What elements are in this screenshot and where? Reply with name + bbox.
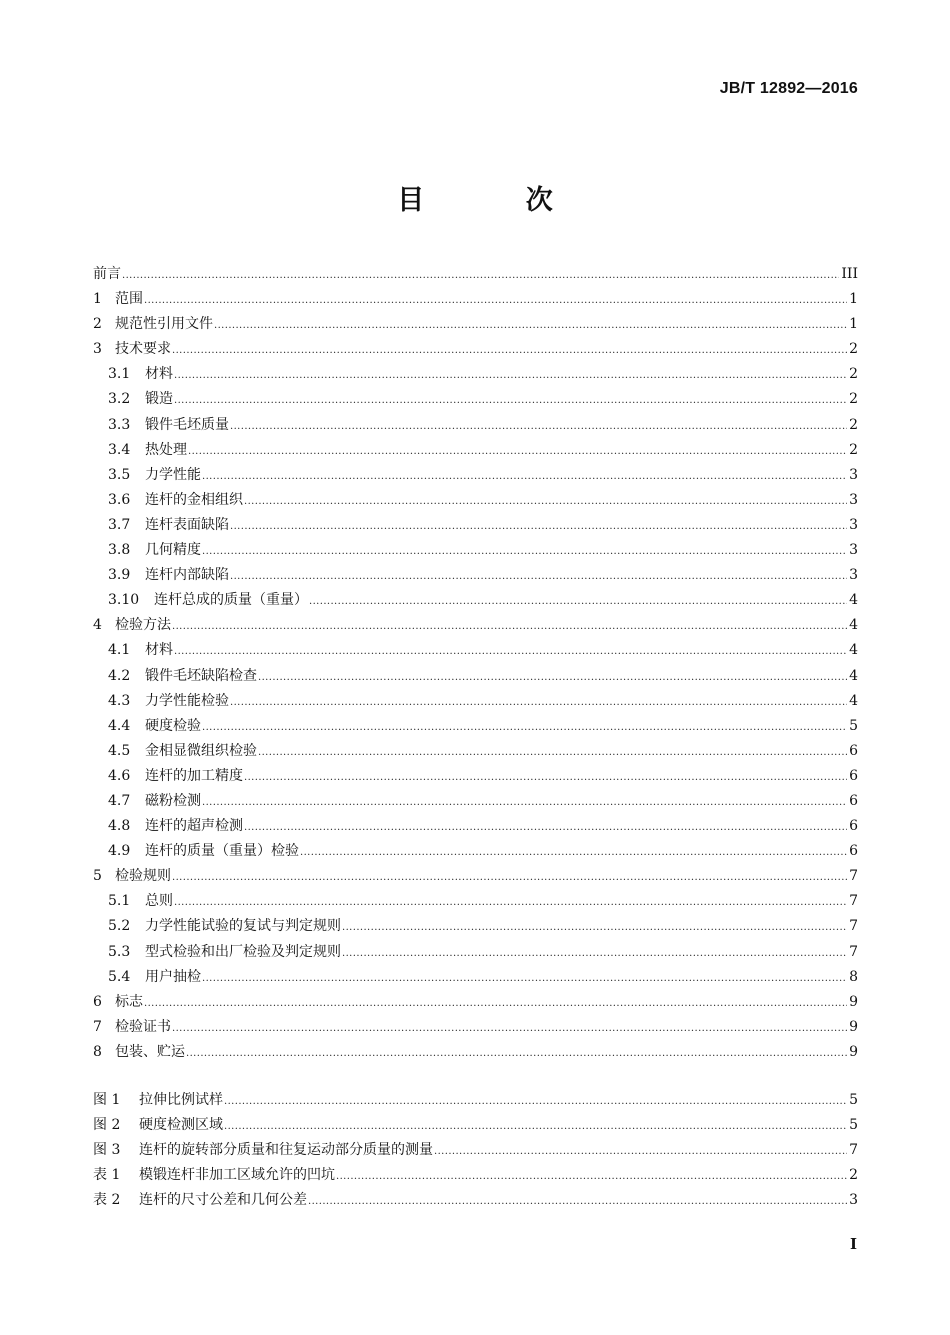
toc-entry-number: 5.1	[108, 893, 131, 910]
toc-entry-title: 连杆总成的质量（重量）	[154, 592, 308, 609]
table-of-contents	[93, 262, 858, 1065]
toc-entry[interactable]	[93, 1040, 858, 1065]
toc-entry[interactable]	[93, 1138, 858, 1163]
toc-entry-number: 3.10	[108, 592, 140, 609]
toc-entry-number: 5.2	[108, 918, 131, 935]
toc-entry-title: 几何精度	[145, 542, 201, 559]
toc-entry-page: III	[841, 266, 858, 282]
dot-leader	[186, 1041, 847, 1066]
toc-entry-title: 检验方法	[115, 617, 171, 634]
dot-leader	[230, 564, 847, 589]
dot-leader	[244, 489, 847, 514]
dot-leader	[202, 539, 847, 564]
toc-entry-number: 图 1	[93, 1092, 121, 1108]
toc-entry-title: 拉伸比例试样	[139, 1092, 223, 1108]
toc-entry-title: 材料	[145, 366, 173, 383]
toc-entry-title: 连杆的质量（重量）检验	[145, 843, 299, 860]
dot-leader	[309, 589, 847, 614]
dot-leader	[342, 915, 847, 940]
dot-leader	[174, 363, 847, 388]
toc-entry-number: 4.9	[108, 843, 131, 860]
toc-entry-title: 包装、贮运	[115, 1043, 185, 1060]
toc-entry[interactable]	[93, 312, 858, 337]
toc-entry-number: 图 3	[93, 1142, 121, 1159]
toc-entry-number: 5	[93, 868, 102, 885]
dot-leader	[230, 514, 847, 539]
toc-entry[interactable]	[93, 588, 858, 613]
toc-entry-title: 连杆的旋转部分质量和往复运动部分质量的测量	[139, 1142, 433, 1159]
toc-entry-title: 硬度检验	[145, 717, 201, 734]
toc-entry-title: 金相显微组织检验	[145, 742, 257, 759]
toc-entry-page: 2	[849, 1167, 858, 1184]
toc-entry[interactable]	[93, 438, 858, 463]
toc-entry-page: 4	[849, 617, 858, 634]
toc-entry-number: 3.4	[108, 441, 131, 458]
toc-entry-page: 9	[849, 1043, 858, 1060]
toc-entry-number: 3.6	[108, 491, 131, 508]
dot-leader	[258, 665, 847, 690]
toc-entry-title: 连杆内部缺陷	[145, 567, 229, 584]
dot-leader	[172, 865, 847, 890]
toc-entry-title: 连杆表面缺陷	[145, 516, 229, 533]
toc-entry-page: 6	[849, 818, 858, 835]
toc-entry-number: 表 1	[93, 1167, 121, 1184]
toc-entry-page: 2	[849, 366, 858, 383]
toc-entry-page: 4	[849, 667, 858, 684]
toc-entry-number: 5.3	[108, 943, 131, 960]
toc-entry-number: 3.2	[108, 391, 131, 408]
toc-entry-number: 图 2	[93, 1117, 121, 1134]
toc-entry-page: 6	[849, 792, 858, 809]
dot-leader	[172, 338, 847, 363]
dot-leader	[258, 740, 847, 765]
dot-leader	[202, 966, 847, 991]
dot-leader	[230, 414, 847, 439]
toc-entry-page: 7	[849, 868, 858, 885]
toc-entry-page: 4	[849, 692, 858, 709]
dot-leader	[122, 263, 839, 288]
toc-entry-page: 4	[849, 592, 858, 609]
dot-leader	[300, 840, 847, 865]
toc-entry[interactable]	[93, 387, 858, 412]
toc-entry-page: 9	[849, 1018, 858, 1035]
dot-leader	[224, 1089, 847, 1114]
toc-entry-number: 4.4	[108, 717, 131, 734]
toc-entry-title: 总则	[145, 893, 173, 910]
toc-entry-page: 5	[849, 1092, 858, 1108]
dot-leader	[336, 1164, 847, 1189]
dot-leader	[308, 1189, 847, 1214]
toc-entry-title: 硬度检测区域	[139, 1117, 223, 1134]
toc-entry-title: 连杆的超声检测	[145, 818, 243, 835]
toc-entry[interactable]	[93, 362, 858, 387]
toc-entry[interactable]	[93, 287, 858, 312]
dot-leader	[202, 790, 847, 815]
toc-entry-title: 力学性能	[145, 466, 201, 483]
toc-entry[interactable]	[93, 689, 858, 714]
toc-entry-number: 表 2	[93, 1192, 121, 1209]
toc-entry-title: 热处理	[145, 441, 187, 458]
toc-entry-title: 前言	[93, 266, 121, 282]
toc-entry-page: 6	[849, 843, 858, 860]
toc-entry-title: 锻件毛坯缺陷检查	[145, 667, 257, 684]
toc-entry[interactable]	[93, 463, 858, 488]
toc-entry-page: 6	[849, 767, 858, 784]
dot-leader	[172, 614, 847, 639]
toc-entry[interactable]	[93, 262, 858, 287]
dot-leader	[144, 991, 847, 1016]
toc-entry[interactable]	[93, 965, 858, 990]
toc-entry[interactable]	[93, 538, 858, 563]
toc-entry-title: 锻件毛坯质量	[145, 416, 229, 433]
dot-leader	[202, 464, 847, 489]
toc-entry-number: 4.3	[108, 692, 131, 709]
dot-leader	[174, 639, 847, 664]
dot-leader	[244, 765, 847, 790]
toc-entry[interactable]	[93, 664, 858, 689]
toc-entry-number: 1	[93, 291, 102, 308]
figures-tables-list	[93, 1088, 858, 1213]
toc-entry-number: 4.7	[108, 792, 131, 809]
toc-entry-title: 型式检验和出厂检验及判定规则	[145, 943, 341, 960]
toc-entry-title: 连杆的加工精度	[145, 767, 243, 784]
toc-entry[interactable]	[93, 889, 858, 914]
toc-entry-number: 6	[93, 993, 102, 1010]
toc-entry-page: 3	[849, 542, 858, 559]
dot-leader	[342, 941, 847, 966]
toc-entry-number: 3.7	[108, 516, 131, 533]
toc-entry-page: 2	[849, 391, 858, 408]
toc-entry-number: 2	[93, 316, 102, 333]
toc-entry[interactable]	[93, 638, 858, 663]
toc-entry-page: 8	[849, 968, 858, 985]
dot-leader	[144, 288, 847, 313]
toc-entry[interactable]	[93, 413, 858, 438]
toc-entry-page: 1	[849, 316, 858, 333]
toc-entry-number: 4.6	[108, 767, 131, 784]
toc-entry-page: 7	[849, 1142, 858, 1159]
toc-entry-page: 9	[849, 993, 858, 1010]
dot-leader	[188, 439, 847, 464]
dot-leader	[172, 1016, 847, 1041]
toc-entry-page: 6	[849, 742, 858, 759]
toc-entry-title: 连杆的金相组织	[145, 491, 243, 508]
dot-leader	[202, 715, 847, 740]
toc-entry-page: 2	[849, 341, 858, 358]
toc-entry-title: 检验证书	[115, 1018, 171, 1035]
toc-entry[interactable]	[93, 914, 858, 939]
toc-entry-title: 磁粉检测	[145, 792, 201, 809]
toc-entry-number: 8	[93, 1043, 102, 1060]
toc-entry-number: 3.1	[108, 366, 131, 383]
toc-entry-page: 3	[849, 1192, 858, 1209]
toc-entry[interactable]	[93, 563, 858, 588]
toc-entry-title: 范围	[115, 291, 143, 308]
toc-entry[interactable]	[93, 990, 858, 1015]
toc-entry[interactable]	[93, 337, 858, 362]
toc-entry[interactable]	[93, 513, 858, 538]
dot-leader	[174, 388, 847, 413]
toc-entry-number: 5.4	[108, 968, 131, 985]
toc-entry[interactable]	[93, 714, 858, 739]
toc-entry-page: 3	[849, 466, 858, 483]
toc-entry[interactable]	[93, 814, 858, 839]
toc-entry-title: 用户抽检	[145, 968, 201, 985]
toc-entry-title: 标志	[115, 993, 143, 1010]
dot-leader	[174, 890, 847, 915]
toc-entry[interactable]	[93, 839, 858, 864]
toc-entry-number: 4.5	[108, 742, 131, 759]
toc-entry-number: 4.2	[108, 667, 131, 684]
toc-entry[interactable]	[93, 864, 858, 889]
toc-entry-page: 3	[849, 567, 858, 584]
toc-entry-title: 材料	[145, 642, 173, 659]
toc-entry-title: 模锻连杆非加工区域允许的凹坑	[139, 1167, 335, 1184]
toc-entry[interactable]	[93, 488, 858, 513]
toc-entry-page: 3	[849, 491, 858, 508]
toc-entry-title: 力学性能检验	[145, 692, 229, 709]
toc-entry-number: 3.3	[108, 416, 131, 433]
toc-entry[interactable]	[93, 764, 858, 789]
toc-entry[interactable]	[93, 1188, 858, 1213]
toc-entry-number: 3.9	[108, 567, 131, 584]
toc-entry[interactable]	[93, 739, 858, 764]
page-number: I	[849, 1235, 857, 1253]
toc-entry-title: 规范性引用文件	[115, 316, 213, 333]
toc-entry-title: 检验规则	[115, 868, 171, 885]
toc-entry[interactable]	[93, 789, 858, 814]
toc-entry-page: 1	[849, 291, 858, 308]
dot-leader	[214, 313, 847, 338]
dot-leader	[224, 1114, 847, 1139]
toc-entry-number: 4.8	[108, 818, 131, 835]
dot-leader	[434, 1139, 847, 1164]
page-title: 目 次	[397, 185, 599, 216]
toc-entry-page: 5	[849, 717, 858, 734]
toc-entry-number: 3.8	[108, 542, 131, 559]
toc-entry[interactable]	[93, 940, 858, 965]
toc-entry-page: 2	[849, 441, 858, 458]
toc-entry-page: 2	[849, 416, 858, 433]
toc-entry[interactable]	[93, 1113, 858, 1138]
toc-entry-page: 5	[849, 1117, 858, 1134]
toc-entry-title: 技术要求	[115, 341, 171, 358]
toc-entry[interactable]	[93, 1163, 858, 1188]
toc-entry-page: 7	[849, 943, 858, 960]
dot-leader	[244, 815, 847, 840]
toc-entry[interactable]	[93, 1088, 858, 1113]
toc-entry-page: 7	[849, 893, 858, 910]
toc-entry-number: 3.5	[108, 466, 131, 483]
toc-entry-page: 3	[849, 516, 858, 533]
toc-entry-page: 4	[849, 642, 858, 659]
toc-entry-number: 4.1	[108, 642, 131, 659]
toc-entry-title: 锻造	[145, 391, 173, 408]
toc-entry-number: 4	[93, 617, 102, 634]
dot-leader	[230, 690, 847, 715]
toc-entry-title: 力学性能试验的复试与判定规则	[145, 918, 341, 935]
toc-entry-page: 7	[849, 918, 858, 935]
toc-entry-number: 3	[93, 341, 102, 358]
toc-entry-number: 7	[93, 1018, 102, 1035]
toc-entry-title: 连杆的尺寸公差和几何公差	[139, 1192, 307, 1209]
standard-code: JB/T 12892—2016	[719, 80, 858, 97]
toc-entry[interactable]	[93, 1015, 858, 1040]
toc-entry[interactable]	[93, 613, 858, 638]
